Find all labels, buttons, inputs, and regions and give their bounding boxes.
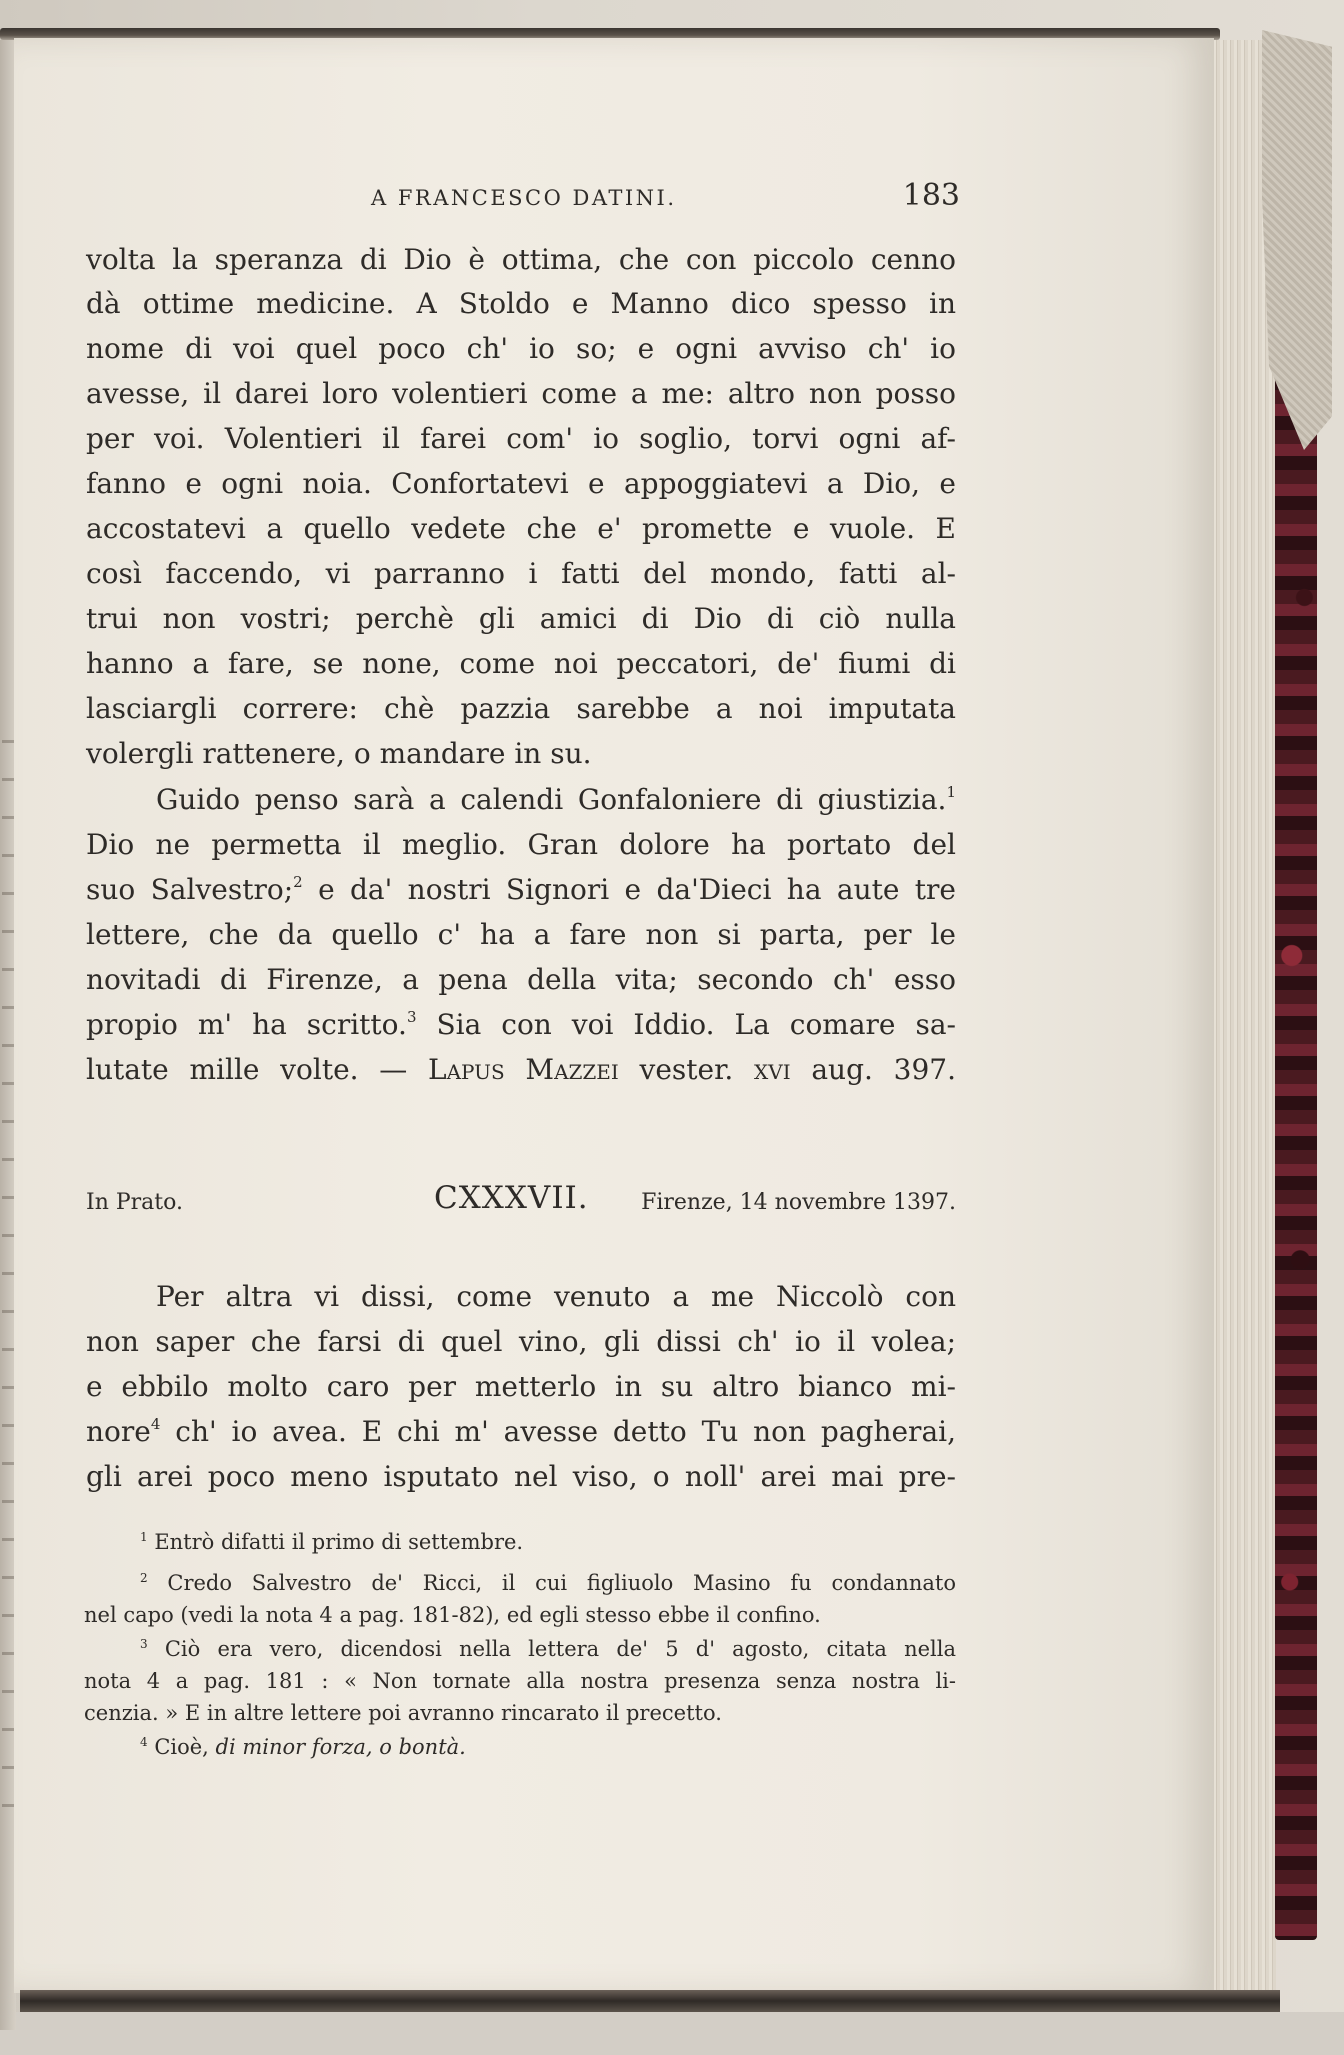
body-line: novitadi di Firenze, a pena della vita; secondo ch' esso [86,963,956,996]
bottom-binding-edge [20,1990,1280,2012]
body-line [86,868,956,912]
letter-heading [86,1180,956,1224]
body-text: lutate mille volte. — [86,1053,428,1086]
body-line: volergli rattenere, o mandare in su. [86,737,592,770]
signature: Lapus Mazzei [427,1053,619,1086]
body-text: propio m' ha scritto. [86,1008,407,1041]
body-line: trui non vostri; perchè gli amici di Dio di ciò nulla [86,602,956,635]
footnote-2 [84,1567,956,1599]
footnote-text: Credo Salvestro de' Ricci, il cui figliuolo Masino fu condannato [167,1571,956,1595]
footnote-ref: 3 [406,1008,417,1026]
body-text: aug. 397. [790,1053,956,1086]
footnote-ref: 1 [946,783,956,801]
page-stack-edge [1205,40,1276,1995]
footnote-3-cont: cenzia. » E in altre lettere poi avranno rincarato il precetto. [84,1701,722,1725]
body-line: volta la speranza di Dio è ottima, che con piccolo cenno [86,243,956,276]
page-header [86,178,960,218]
footnote-mark: 1 [140,1530,148,1544]
footnote-italic-text: di minor forza, o bontà. [215,1735,466,1759]
footnote-1 [84,1526,956,1558]
body-line [86,778,956,822]
body-line: non saper che farsi di quel vino, gli dissi ch' io il volea; [86,1325,956,1358]
body-line: avesse, il darei loro volentieri come a me: altro non posso [86,377,956,410]
body-line: dà ottime medicine. A Stoldo e Manno dico spesso in [86,287,956,320]
body-line: e ebbilo molto caro per metterlo in su altro bianco mi- [86,1370,956,1403]
footnote-mark: 4 [140,1735,148,1749]
body-line: Dio ne permetta il meglio. Gran dolore ha portato del [86,828,956,861]
date-numeral: xvi [754,1053,791,1086]
body-line: lasciargli correre: chè pazzia sarebbe a noi imputata [86,692,956,725]
body-line: gli arei poco meno isputato nel viso, o noll' arei mai pre- [86,1460,956,1493]
body-line [86,1048,956,1092]
body-text: suo Salvestro; [86,873,294,906]
body-line: per voi. Volentieri il farei com' io soglio, torvi ogni af- [86,422,956,455]
letter-number: CXXXVII. [434,1180,589,1216]
body-line: Per altra vi dissi, come venuto a me Niccolò con [156,1280,956,1313]
left-page-bleed-marks [2,740,14,1840]
letter-place-date: Firenze, 14 novembre 1397. [641,1190,956,1215]
table-surface [0,2012,1344,2055]
footnote-ref: 2 [293,873,303,891]
body-text: Guido penso sarà a calendi Gonfaloniere di giustizia. [156,783,947,816]
body-text: Sia con voi Iddio. La comare sa- [416,1008,956,1041]
footnote-4 [84,1731,956,1763]
footnote-3-cont: nota 4 a pag. 181 : « Non tornate alla nostra presenza senza nostra li- [84,1669,956,1693]
body-line [86,1410,956,1454]
body-line: così faccendo, vi parranno i fatti del mondo, fatti al- [86,557,956,590]
body-line: fanno e ogni noia. Confortatevi e appoggiatevi a Dio, e [86,467,956,500]
footnote-text: Cioè, [154,1735,216,1759]
footnote-mark: 3 [140,1637,148,1651]
body-line: nome di voi quel poco ch' io so; e ogni avviso ch' io [86,332,956,365]
body-text: vester. [618,1053,755,1086]
body-line: accostatevi a quello vedete che e' promette e vuole. E [86,512,956,545]
running-head: A FRANCESCO DATINI. [371,186,677,210]
footnote-text: Entrò difatti il primo di settembre. [154,1530,524,1554]
page-number: 183 [902,178,960,213]
footnote-2-cont: nel capo (vedi la nota 4 a pag. 181-82), ed egli stesso ebbe il confino. [84,1603,821,1627]
footnote-ref: 4 [150,1415,161,1433]
footnote-mark: 2 [140,1571,148,1585]
body-line [86,1003,956,1047]
letter-destination: In Prato. [86,1190,183,1215]
footnote-text: Ciò era vero, dicendosi nella lettera de' 5 d' agosto, citata nella [164,1637,956,1661]
body-text: ch' io avea. E chi m' avesse detto Tu non pagherai, [160,1415,956,1448]
body-text: nore [86,1415,151,1448]
body-line: lettere, che da quello c' ha a fare non si parta, per le [86,918,956,951]
body-text: e da' nostri Signori e da'Dieci ha aute tre [302,873,957,906]
body-line: hanno a fare, se none, come noi peccatori, de' fiumi di [86,647,956,680]
footnote-3 [84,1633,956,1665]
